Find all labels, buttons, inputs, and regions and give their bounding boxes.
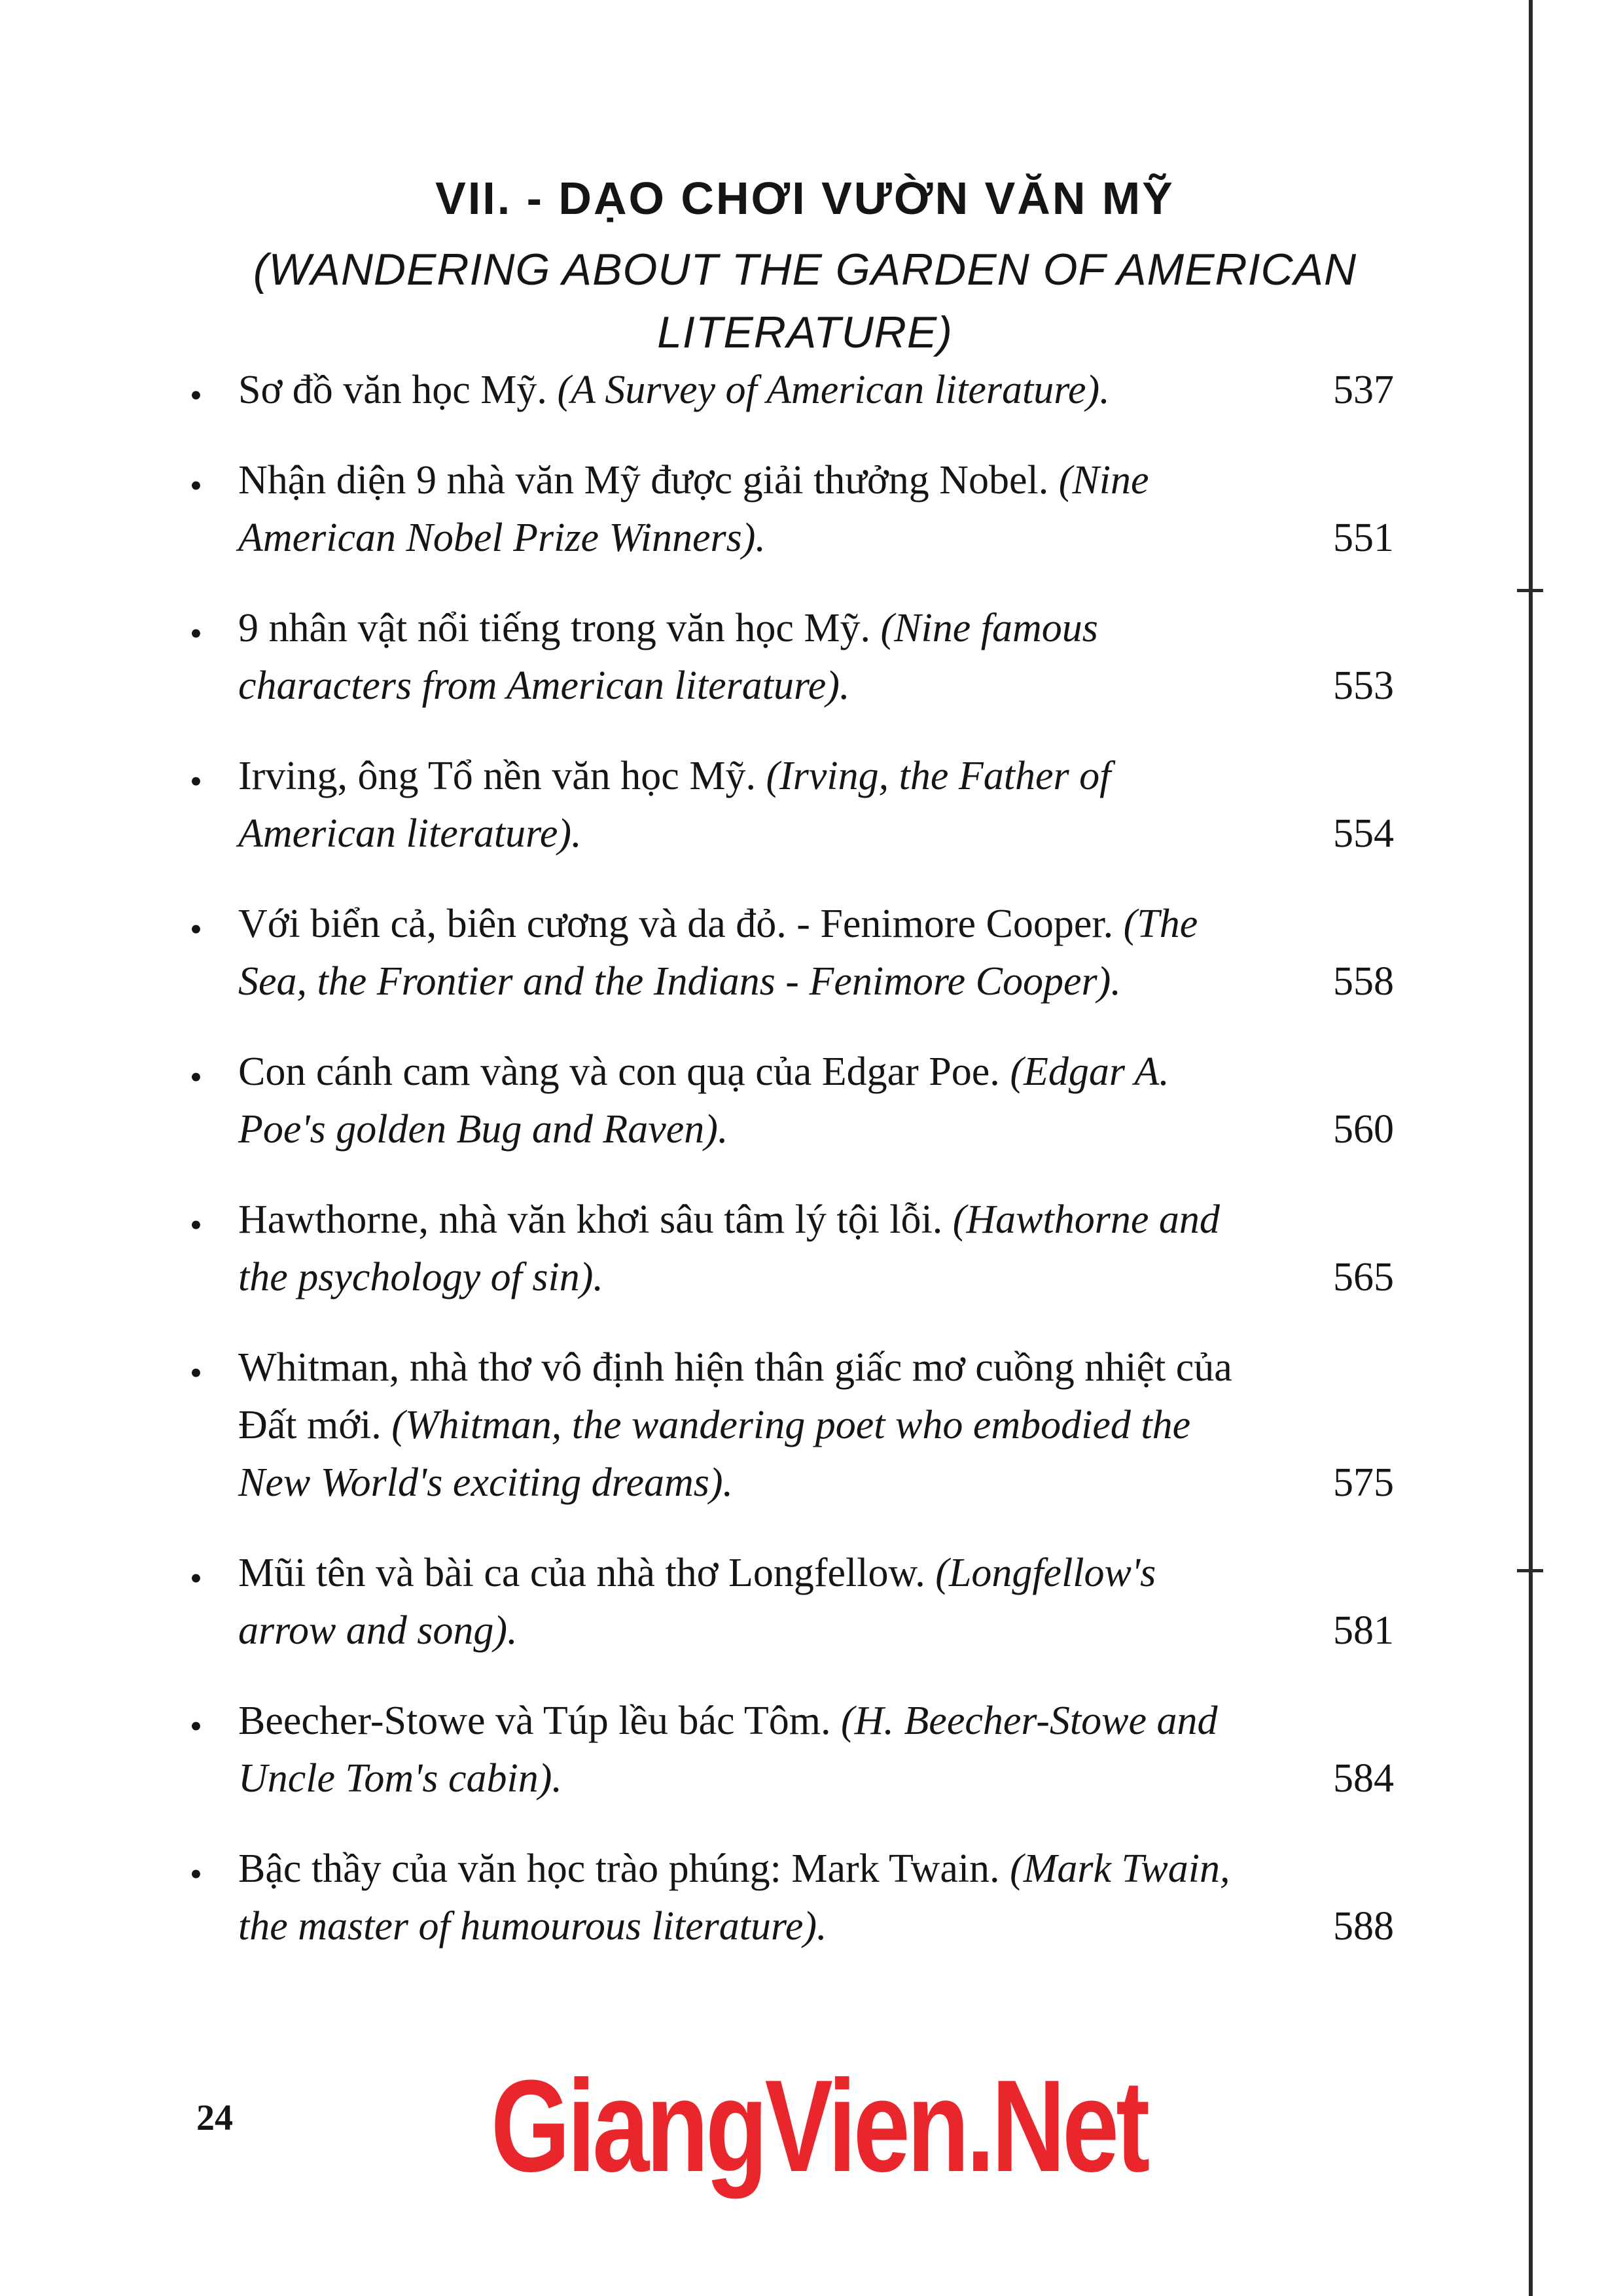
- toc-entry-title: [238, 1544, 1259, 1659]
- toc-entry-vietnamese-title: Nhận diện 9 nhà văn Mỹ được giải thưởng Nobel.: [238, 458, 1059, 503]
- toc-entry-page-number: 584: [1333, 1756, 1394, 1801]
- toc-entry-page-number: 537: [1333, 368, 1394, 412]
- section-heading: [196, 169, 1414, 364]
- bullet-icon: •: [190, 1353, 202, 1392]
- toc-entry: [170, 1339, 1400, 1511]
- toc-entry-english-title: (Irving, the Father of American literature).: [238, 754, 1111, 856]
- toc-entry-english-title: (H. Beecher-Stowe and Uncle Tom's cabin).: [238, 1699, 1218, 1801]
- toc-entry: [170, 1692, 1400, 1807]
- page-number: 24: [196, 2098, 233, 2138]
- table-of-contents: [170, 361, 1400, 1988]
- page-edge-tick: [1517, 1569, 1543, 1572]
- toc-entry-page-number: 581: [1333, 1608, 1394, 1653]
- section-subtitle: (WANDERING ABOUT THE GARDEN OF AMERICAN LITERATURE): [253, 245, 1357, 357]
- toc-entry-page-number: 575: [1333, 1460, 1394, 1505]
- toc-entry-page-number: 558: [1333, 959, 1394, 1004]
- toc-entry-vietnamese-title: Bậc thầy của văn học trào phúng: Mark Twain.: [238, 1846, 1010, 1891]
- bullet-icon: •: [190, 1057, 202, 1097]
- toc-entry-title: [238, 1191, 1259, 1306]
- toc-entry-title: [238, 1043, 1259, 1158]
- page-edge-tick: [1517, 589, 1543, 592]
- toc-entry-english-title: (The Sea, the Frontier and the Indians - Fenimore Cooper).: [238, 902, 1198, 1004]
- toc-entry-vietnamese-title: Với biển cả, biên cương và da đỏ. - Fenimore Cooper.: [238, 902, 1124, 946]
- toc-entry-title: [238, 451, 1259, 567]
- toc-entry-page-number: 553: [1333, 663, 1394, 708]
- toc-entry-title: [238, 1692, 1259, 1807]
- bullet-icon: •: [190, 762, 202, 801]
- toc-entry: [170, 1544, 1400, 1659]
- toc-entry-page-number: 554: [1333, 811, 1394, 856]
- toc-entry-vietnamese-title: Hawthorne, nhà văn khơi sâu tâm lý tội lỗi.: [238, 1197, 953, 1242]
- toc-entry: [170, 1043, 1400, 1158]
- toc-entry-title: [238, 895, 1259, 1010]
- toc-entry-page-number: 565: [1333, 1255, 1394, 1299]
- toc-entry-english-title: (A Survey of American literature).: [557, 368, 1110, 412]
- toc-entry-vietnamese-title: 9 nhân vật nổi tiếng trong văn học Mỹ.: [238, 606, 881, 650]
- toc-entry-english-title: (Mark Twain, the master of humourous literature).: [238, 1846, 1230, 1949]
- bullet-icon: •: [190, 1854, 202, 1894]
- toc-entry: [170, 1840, 1400, 1955]
- bullet-icon: •: [190, 466, 202, 505]
- toc-entry-title: [238, 599, 1259, 715]
- toc-entry: [170, 747, 1400, 862]
- toc-entry-page-number: 551: [1333, 516, 1394, 560]
- toc-entry-english-title: (Hawthorne and the psychology of sin).: [238, 1197, 1220, 1299]
- toc-entry-english-title: (Nine American Nobel Prize Winners).: [238, 458, 1149, 560]
- bullet-icon: •: [190, 1559, 202, 1598]
- toc-entry-title: [238, 1840, 1259, 1955]
- toc-entry: [170, 599, 1400, 715]
- toc-entry-english-title: (Nine famous characters from American literature).: [238, 606, 1098, 708]
- toc-entry-english-title: (Edgar A. Poe's golden Bug and Raven).: [238, 1050, 1169, 1152]
- toc-entry-vietnamese-title: Irving, ông Tổ nền văn học Mỹ.: [238, 754, 766, 798]
- toc-entry: [170, 361, 1400, 419]
- toc-entry-title: [238, 1339, 1259, 1511]
- toc-entry-vietnamese-title: Con cánh cam vàng và con quạ của Edgar Poe.: [238, 1050, 1010, 1094]
- page-edge-line: [1529, 0, 1533, 2296]
- toc-entry: [170, 1191, 1400, 1306]
- toc-entry-title: [238, 361, 1259, 419]
- toc-entry-english-title: (Longfellow's arrow and song).: [238, 1551, 1156, 1653]
- bullet-icon: •: [190, 1205, 202, 1245]
- toc-entry-vietnamese-title: Whitman, nhà thơ vô định hiện thân giấc mơ cuồng nhiệt của Đất mới.: [238, 1345, 1232, 1447]
- toc-entry-page-number: 588: [1333, 1904, 1394, 1949]
- bullet-icon: •: [190, 1706, 202, 1746]
- toc-entry: [170, 451, 1400, 567]
- bullet-icon: •: [190, 376, 202, 415]
- toc-entry-vietnamese-title: Beecher-Stowe và Túp lều bác Tôm.: [238, 1699, 842, 1743]
- toc-entry-title: [238, 747, 1259, 862]
- toc-entry-vietnamese-title: Sơ đồ văn học Mỹ.: [238, 368, 558, 412]
- bullet-icon: •: [190, 910, 202, 949]
- bullet-icon: •: [190, 614, 202, 653]
- toc-entry-english-title: (Whitman, the wandering poet who embodied the New World's exciting dreams).: [238, 1403, 1191, 1505]
- section-title: VII. - DẠO CHƠI VƯỜN VĂN MỸ: [435, 173, 1175, 224]
- toc-entry-vietnamese-title: Mũi tên và bài ca của nhà thơ Longfellow.: [238, 1551, 936, 1595]
- toc-entry-page-number: 560: [1333, 1107, 1394, 1152]
- toc-entry: [170, 895, 1400, 1010]
- watermark-logo: GiangVien.Net: [491, 2053, 1147, 2199]
